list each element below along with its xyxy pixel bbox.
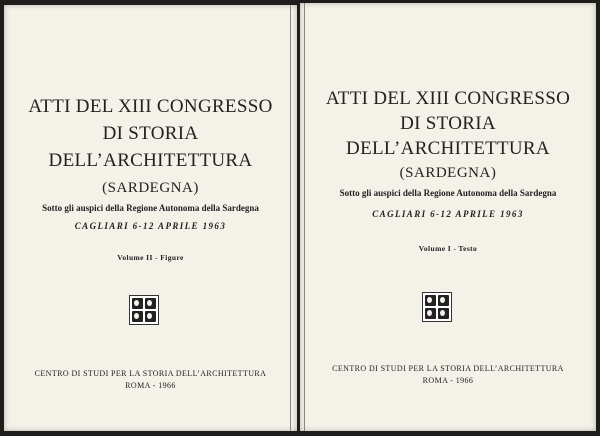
cover-publisher: CENTRO DI STUDI PER LA STORIA DELL’ARCHITETTURA [332,364,564,373]
cover-place-year: ROMA - 1966 [125,381,176,390]
cover-title-line2: DI STORIA [102,123,199,144]
cover-dates: CAGLIARI 6-12 APRILE 1963 [372,209,524,219]
cover-sponsor: Sotto gli auspici della Regione Autonoma della Sardegna [339,188,557,198]
left-book-cover [4,5,297,431]
cover-region: (SARDEGNA) [399,165,497,181]
cover-title-line3: DELL’ARCHITETTURA [346,138,550,159]
cover-place-year: ROMA - 1966 [422,376,474,385]
cover-volume-label: Volume II - Figure [117,253,184,262]
cover-title-line1: ATTI DEL XIII CONGRESSO [28,96,273,117]
cover-publisher: CENTRO DI STUDI PER LA STORIA DELL’ARCHITETTURA [34,369,267,378]
cover-dates: CAGLIARI 6-12 APRILE 1963 [74,221,227,231]
publisher-emblem-icon [129,295,159,325]
right-book-cover [300,3,596,431]
cover-title-line3: DELL’ARCHITETTURA [48,150,253,171]
cover-region: (SARDEGNA) [102,180,199,196]
cover-volume-label: Volume I - Testo [418,244,478,253]
cover-title-line2: DI STORIA [400,113,496,134]
publisher-emblem-icon [422,292,452,322]
cover-sponsor: Sotto gli auspici della Regione Autonoma della Sardegna [42,203,259,213]
cover-title-line1: ATTI DEL XIII CONGRESSO [325,88,571,109]
